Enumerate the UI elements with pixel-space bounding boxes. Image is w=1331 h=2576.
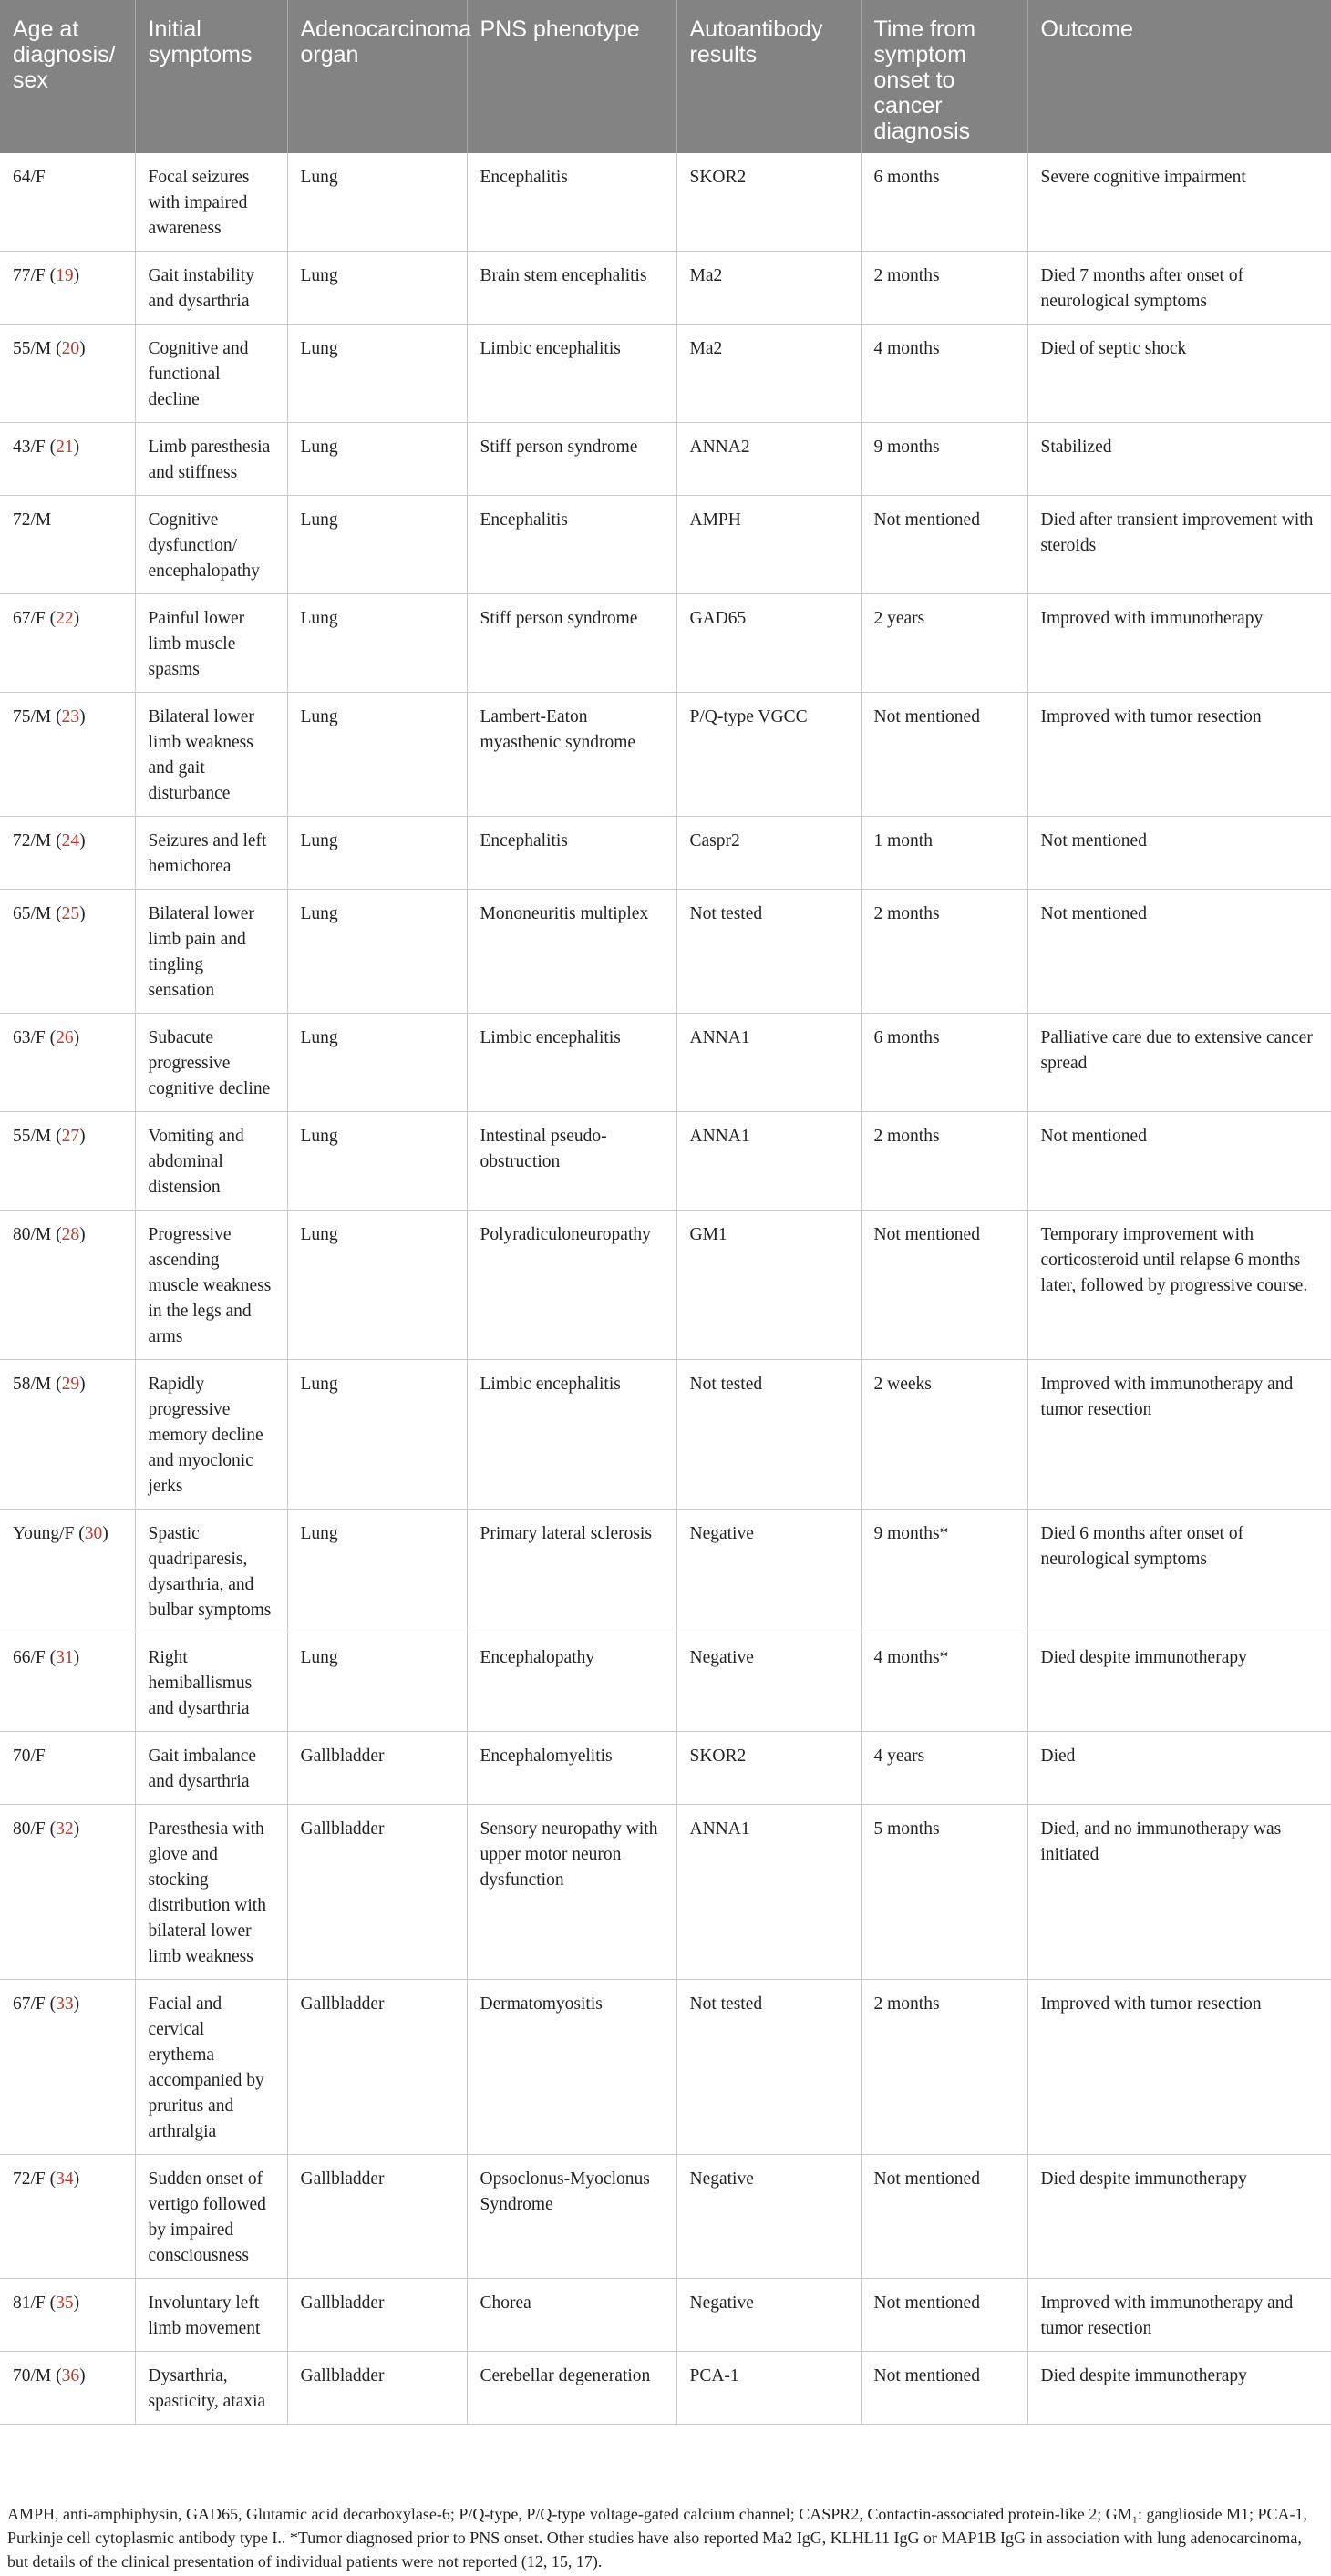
cell-adenocarcinoma-organ: Lung <box>287 153 467 252</box>
cell-outcome: Died despite immunotherapy <box>1027 2155 1331 2279</box>
cell-adenocarcinoma-organ: Gallbladder <box>287 2352 467 2425</box>
cell-adenocarcinoma-organ: Lung <box>287 423 467 496</box>
cell-initial-symptoms: Rapidly progressive memory decline and myoclonic jerks <box>135 1360 287 1510</box>
cell-autoantibody-result: AMPH <box>676 496 861 594</box>
cell-age-sex: 80/F (32) <box>0 1805 135 1980</box>
cell-autoantibody-result: Caspr2 <box>676 817 861 890</box>
age-sex-text: 77/F <box>13 266 46 285</box>
cell-outcome: Died 7 months after onset of neurological symptoms <box>1027 252 1331 325</box>
cell-autoantibody-result: Not tested <box>676 1980 861 2155</box>
cell-autoantibody-result: GM1 <box>676 1211 861 1360</box>
cell-age-sex: 67/F (33) <box>0 1980 135 2155</box>
cell-adenocarcinoma-organ: Gallbladder <box>287 1805 467 1980</box>
table-row <box>0 1633 1331 1732</box>
cell-pns-phenotype: Stiff person syndrome <box>467 423 676 496</box>
cell-outcome: Died 6 months after onset of neurological symptoms <box>1027 1510 1331 1633</box>
table-row <box>0 2155 1331 2279</box>
table-row <box>0 1980 1331 2155</box>
cell-initial-symptoms: Progressive ascending muscle weakness in the legs and arms <box>135 1211 287 1360</box>
age-sex-text: 80/F <box>13 1819 46 1839</box>
cell-time-to-diagnosis: Not mentioned <box>861 2155 1027 2279</box>
cell-age-sex: 55/M (27) <box>0 1112 135 1211</box>
cell-pns-phenotype: Primary lateral sclerosis <box>467 1510 676 1633</box>
reference-link[interactable]: 24 <box>61 831 80 850</box>
cell-initial-symptoms: Cognitive dysfunction/ encephalopathy <box>135 496 287 594</box>
table-row <box>0 817 1331 890</box>
header-autoantibody-results: Autoantibody results <box>676 0 861 153</box>
cell-initial-symptoms: Focal seizures with impaired awareness <box>135 153 287 252</box>
cell-age-sex: Young/F (30) <box>0 1510 135 1633</box>
cell-pns-phenotype: Encephalopathy <box>467 1633 676 1732</box>
cell-adenocarcinoma-organ: Gallbladder <box>287 2279 467 2352</box>
cell-adenocarcinoma-organ: Lung <box>287 1510 467 1633</box>
header-pns-phenotype: PNS phenotype <box>467 0 676 153</box>
age-sex-text: 72/F <box>13 2169 46 2189</box>
cell-time-to-diagnosis: Not mentioned <box>861 496 1027 594</box>
cell-initial-symptoms: Spastic quadriparesis, dysarthria, and bulbar symptoms <box>135 1510 287 1633</box>
cell-outcome: Died despite immunotherapy <box>1027 1633 1331 1732</box>
reference-link[interactable]: 23 <box>61 707 80 726</box>
table-row <box>0 594 1331 693</box>
table-row <box>0 1510 1331 1633</box>
reference-link[interactable]: 34 <box>56 2169 74 2189</box>
reference-link[interactable]: 27 <box>61 1127 80 1146</box>
table-row <box>0 1014 1331 1112</box>
cell-initial-symptoms: Right hemiballismus and dysarthria <box>135 1633 287 1732</box>
cell-age-sex: 70/M (36) <box>0 2352 135 2425</box>
cell-pns-phenotype: Mononeuritis multiplex <box>467 890 676 1014</box>
cell-age-sex: 43/F (21) <box>0 423 135 496</box>
cell-time-to-diagnosis: Not mentioned <box>861 1211 1027 1360</box>
cell-time-to-diagnosis: 1 month <box>861 817 1027 890</box>
reference-link[interactable]: 28 <box>61 1225 80 1244</box>
cell-adenocarcinoma-organ: Lung <box>287 252 467 325</box>
cell-autoantibody-result: GAD65 <box>676 594 861 693</box>
cell-pns-phenotype: Polyradiculoneuropathy <box>467 1211 676 1360</box>
cell-pns-phenotype: Encephalitis <box>467 496 676 594</box>
age-sex-text: 81/F <box>13 2293 46 2313</box>
table-row <box>0 1211 1331 1360</box>
cell-time-to-diagnosis: 2 years <box>861 594 1027 693</box>
cell-initial-symptoms: Sudden onset of vertigo followed by impaired consciousness <box>135 2155 287 2279</box>
cell-initial-symptoms: Seizures and left hemichorea <box>135 817 287 890</box>
cell-pns-phenotype: Sensory neuropathy with upper motor neuron dysfunction <box>467 1805 676 1980</box>
age-sex-text: 55/M <box>13 1127 52 1146</box>
reference-link[interactable]: 33 <box>56 1994 74 2014</box>
cell-adenocarcinoma-organ: Lung <box>287 594 467 693</box>
cell-initial-symptoms: Involuntary left limb movement <box>135 2279 287 2352</box>
cell-pns-phenotype: Brain stem encephalitis <box>467 252 676 325</box>
reference-link[interactable]: 26 <box>56 1028 74 1047</box>
reference-link[interactable]: 22 <box>56 609 74 628</box>
cell-outcome: Died after transient improvement with steroids <box>1027 496 1331 594</box>
cell-adenocarcinoma-organ: Lung <box>287 325 467 423</box>
cell-initial-symptoms: Bilateral lower limb pain and tingling sensation <box>135 890 287 1014</box>
cell-initial-symptoms: Paresthesia with glove and stocking distribution with bilateral lower limb weakness <box>135 1805 287 1980</box>
cell-age-sex: 81/F (35) <box>0 2279 135 2352</box>
cell-outcome: Palliative care due to extensive cancer spread <box>1027 1014 1331 1112</box>
age-sex-text: 70/M <box>13 2366 52 2385</box>
table-row <box>0 423 1331 496</box>
cell-time-to-diagnosis: 2 weeks <box>861 1360 1027 1510</box>
reference-link[interactable]: 21 <box>56 438 74 457</box>
reference-link[interactable]: 19 <box>56 266 74 285</box>
table-row <box>0 153 1331 252</box>
table-row <box>0 2279 1331 2352</box>
cell-pns-phenotype: Cerebellar degeneration <box>467 2352 676 2425</box>
reference-link[interactable]: 32 <box>56 1819 74 1839</box>
age-sex-text: 67/F <box>13 1994 46 2014</box>
cell-age-sex: 75/M (23) <box>0 693 135 817</box>
cell-outcome: Not mentioned <box>1027 1112 1331 1211</box>
cell-initial-symptoms: Limb paresthesia and stiffness <box>135 423 287 496</box>
cell-adenocarcinoma-organ: Lung <box>287 1633 467 1732</box>
cell-autoantibody-result: Negative <box>676 2155 861 2279</box>
cell-age-sex: 72/F (34) <box>0 2155 135 2279</box>
cell-adenocarcinoma-organ: Gallbladder <box>287 1732 467 1805</box>
cell-outcome: Improved with tumor resection <box>1027 1980 1331 2155</box>
cell-age-sex: 77/F (19) <box>0 252 135 325</box>
cell-age-sex: 58/M (29) <box>0 1360 135 1510</box>
table-footnote: AMPH, anti-amphiphysin, GAD65, Glutamic acid decarboxylase-6; P/Q-type, P/Q-type voltage-gated calcium channel; CASPR2, Contactin-associated protein-like 2; GM₁: ganglioside M1; PCA-1, Purkinje cell cytoplasmic antibody type I.. *Tumor diagnosed prior to PNS onset. Other studies have also reported Ma2 IgG, KLHL11 IgG or MAP1B IgG in association with lung adenocarcinoma, but details of the clinical presentation of individual patients were not reported (12, 15, 17). <box>7 2505 1308 2571</box>
cell-autoantibody-result: Negative <box>676 1633 861 1732</box>
header-time-to-diagnosis: Time from symptom onset to cancer diagnosis <box>861 0 1027 153</box>
cell-age-sex: 55/M (20) <box>0 325 135 423</box>
cell-pns-phenotype: Opsoclonus-Myoclonus Syndrome <box>467 2155 676 2279</box>
age-sex-text: 72/M <box>13 510 52 530</box>
reference-link[interactable]: 35 <box>56 2293 74 2313</box>
cell-initial-symptoms: Subacute progressive cognitive decline <box>135 1014 287 1112</box>
cell-initial-symptoms: Dysarthria, spasticity, ataxia <box>135 2352 287 2425</box>
age-sex-text: 70/F <box>13 1747 46 1766</box>
table-row <box>0 1732 1331 1805</box>
cell-time-to-diagnosis: 2 months <box>861 890 1027 1014</box>
reference-link[interactable]: 20 <box>61 339 80 358</box>
cell-pns-phenotype: Encephalitis <box>467 817 676 890</box>
header-age-sex: Age at diagnosis/ sex <box>0 0 135 153</box>
cell-age-sex: 63/F (26) <box>0 1014 135 1112</box>
age-sex-text: 55/M <box>13 339 52 358</box>
cell-outcome: Not mentioned <box>1027 817 1331 890</box>
header-adenocarcinoma-organ: Adenocarcinoma organ <box>287 0 467 153</box>
age-sex-text: 67/F <box>13 609 46 628</box>
age-sex-text: 58/M <box>13 1375 52 1394</box>
cell-outcome: Died of septic shock <box>1027 325 1331 423</box>
cell-adenocarcinoma-organ: Gallbladder <box>287 1980 467 2155</box>
cell-initial-symptoms: Bilateral lower limb weakness and gait disturbance <box>135 693 287 817</box>
table-row <box>0 693 1331 817</box>
cell-autoantibody-result: ANNA1 <box>676 1014 861 1112</box>
cell-age-sex <box>0 496 135 594</box>
header-row <box>0 0 1331 153</box>
table-row <box>0 1112 1331 1211</box>
age-sex-text: 80/M <box>13 1225 52 1244</box>
cell-outcome: Improved with immunotherapy <box>1027 594 1331 693</box>
cell-pns-phenotype: Encephalitis <box>467 153 676 252</box>
cell-adenocarcinoma-organ: Lung <box>287 693 467 817</box>
cell-initial-symptoms: Facial and cervical erythema accompanied by pruritus and arthralgia <box>135 1980 287 2155</box>
cell-initial-symptoms: Vomiting and abdominal distension <box>135 1112 287 1211</box>
cell-time-to-diagnosis: 2 months <box>861 252 1027 325</box>
cell-time-to-diagnosis: 2 months <box>861 1112 1027 1211</box>
cell-time-to-diagnosis: 9 months* <box>861 1510 1027 1633</box>
cell-time-to-diagnosis: 9 months <box>861 423 1027 496</box>
cell-time-to-diagnosis: Not mentioned <box>861 2352 1027 2425</box>
cell-age-sex: 67/F (22) <box>0 594 135 693</box>
table-row <box>0 2352 1331 2425</box>
age-sex-text: 66/F <box>13 1648 46 1667</box>
table-row <box>0 252 1331 325</box>
cell-autoantibody-result: Not tested <box>676 1360 861 1510</box>
cell-outcome: Temporary improvement with corticosteroid until relapse 6 months later, followed by progressive course. <box>1027 1211 1331 1360</box>
age-sex-text: Young/F <box>13 1524 75 1543</box>
cell-adenocarcinoma-organ: Lung <box>287 817 467 890</box>
cell-autoantibody-result: SKOR2 <box>676 1732 861 1805</box>
cell-autoantibody-result: P/Q-type VGCC <box>676 693 861 817</box>
reference-link[interactable]: 30 <box>84 1524 103 1543</box>
cell-adenocarcinoma-organ: Lung <box>287 890 467 1014</box>
cell-outcome: Stabilized <box>1027 423 1331 496</box>
cell-adenocarcinoma-organ: Lung <box>287 1014 467 1112</box>
cell-age-sex <box>0 1732 135 1805</box>
cell-time-to-diagnosis: 2 months <box>861 1980 1027 2155</box>
cell-time-to-diagnosis: Not mentioned <box>861 2279 1027 2352</box>
cell-outcome: Improved with immunotherapy and tumor resection <box>1027 2279 1331 2352</box>
cell-pns-phenotype: Limbic encephalitis <box>467 1014 676 1112</box>
age-sex-text: 75/M <box>13 707 52 726</box>
cell-adenocarcinoma-organ: Lung <box>287 496 467 594</box>
cell-autoantibody-result: PCA-1 <box>676 2352 861 2425</box>
table-row <box>0 496 1331 594</box>
cell-age-sex: 66/F (31) <box>0 1633 135 1732</box>
cell-time-to-diagnosis: 4 years <box>861 1732 1027 1805</box>
cell-pns-phenotype: Lambert-Eaton myasthenic syndrome <box>467 693 676 817</box>
cell-time-to-diagnosis: Not mentioned <box>861 693 1027 817</box>
cell-time-to-diagnosis: 6 months <box>861 153 1027 252</box>
cell-initial-symptoms: Gait imbalance and dysarthria <box>135 1732 287 1805</box>
cell-pns-phenotype: Intestinal pseudo-obstruction <box>467 1112 676 1211</box>
cell-autoantibody-result: Ma2 <box>676 252 861 325</box>
cell-outcome: Improved with tumor resection <box>1027 693 1331 817</box>
cell-pns-phenotype: Limbic encephalitis <box>467 325 676 423</box>
cell-autoantibody-result: Ma2 <box>676 325 861 423</box>
cell-outcome: Not mentioned <box>1027 890 1331 1014</box>
cell-autoantibody-result: Negative <box>676 2279 861 2352</box>
table-row <box>0 1805 1331 1980</box>
cell-outcome: Died, and no immunotherapy was initiated <box>1027 1805 1331 1980</box>
cell-adenocarcinoma-organ: Lung <box>287 1360 467 1510</box>
cell-time-to-diagnosis: 5 months <box>861 1805 1027 1980</box>
cell-age-sex: 72/M (24) <box>0 817 135 890</box>
reference-link[interactable]: 31 <box>56 1648 74 1667</box>
cell-adenocarcinoma-organ: Lung <box>287 1211 467 1360</box>
cell-outcome: Died <box>1027 1732 1331 1805</box>
cell-initial-symptoms: Cognitive and functional decline <box>135 325 287 423</box>
cell-autoantibody-result: ANNA1 <box>676 1112 861 1211</box>
age-sex-text: 64/F <box>13 168 46 187</box>
age-sex-text: 72/M <box>13 831 52 850</box>
table-row <box>0 1360 1331 1510</box>
cell-age-sex <box>0 153 135 252</box>
table-row <box>0 890 1331 1014</box>
header-initial-symptoms: Initial symptoms <box>135 0 287 153</box>
cell-pns-phenotype: Dermatomyositis <box>467 1980 676 2155</box>
reference-link[interactable]: 36 <box>61 2366 80 2385</box>
age-sex-text: 65/M <box>13 904 52 923</box>
header-outcome: Outcome <box>1027 0 1331 153</box>
cell-pns-phenotype: Stiff person syndrome <box>467 594 676 693</box>
cell-outcome: Severe cognitive impairment <box>1027 153 1331 252</box>
cell-outcome: Improved with immunotherapy and tumor resection <box>1027 1360 1331 1510</box>
cell-adenocarcinoma-organ: Lung <box>287 1112 467 1211</box>
cell-autoantibody-result: Not tested <box>676 890 861 1014</box>
cell-initial-symptoms: Painful lower limb muscle spasms <box>135 594 287 693</box>
cell-autoantibody-result: Negative <box>676 1510 861 1633</box>
cell-time-to-diagnosis: 6 months <box>861 1014 1027 1112</box>
cell-autoantibody-result: SKOR2 <box>676 153 861 252</box>
cell-time-to-diagnosis: 4 months* <box>861 1633 1027 1732</box>
reference-link[interactable]: 29 <box>61 1375 80 1394</box>
cell-outcome: Died despite immunotherapy <box>1027 2352 1331 2425</box>
cell-time-to-diagnosis: 4 months <box>861 325 1027 423</box>
cell-pns-phenotype: Encephalomyelitis <box>467 1732 676 1805</box>
age-sex-text: 63/F <box>13 1028 46 1047</box>
cell-adenocarcinoma-organ: Gallbladder <box>287 2155 467 2279</box>
cell-pns-phenotype: Chorea <box>467 2279 676 2352</box>
cell-pns-phenotype: Limbic encephalitis <box>467 1360 676 1510</box>
cell-autoantibody-result: ANNA2 <box>676 423 861 496</box>
cell-age-sex: 80/M (28) <box>0 1211 135 1360</box>
age-sex-text: 43/F <box>13 438 46 457</box>
reference-link[interactable]: 25 <box>61 904 80 923</box>
cell-initial-symptoms: Gait instability and dysarthria <box>135 252 287 325</box>
cell-age-sex: 65/M (25) <box>0 890 135 1014</box>
table-row <box>0 325 1331 423</box>
cell-autoantibody-result: ANNA1 <box>676 1805 861 1980</box>
